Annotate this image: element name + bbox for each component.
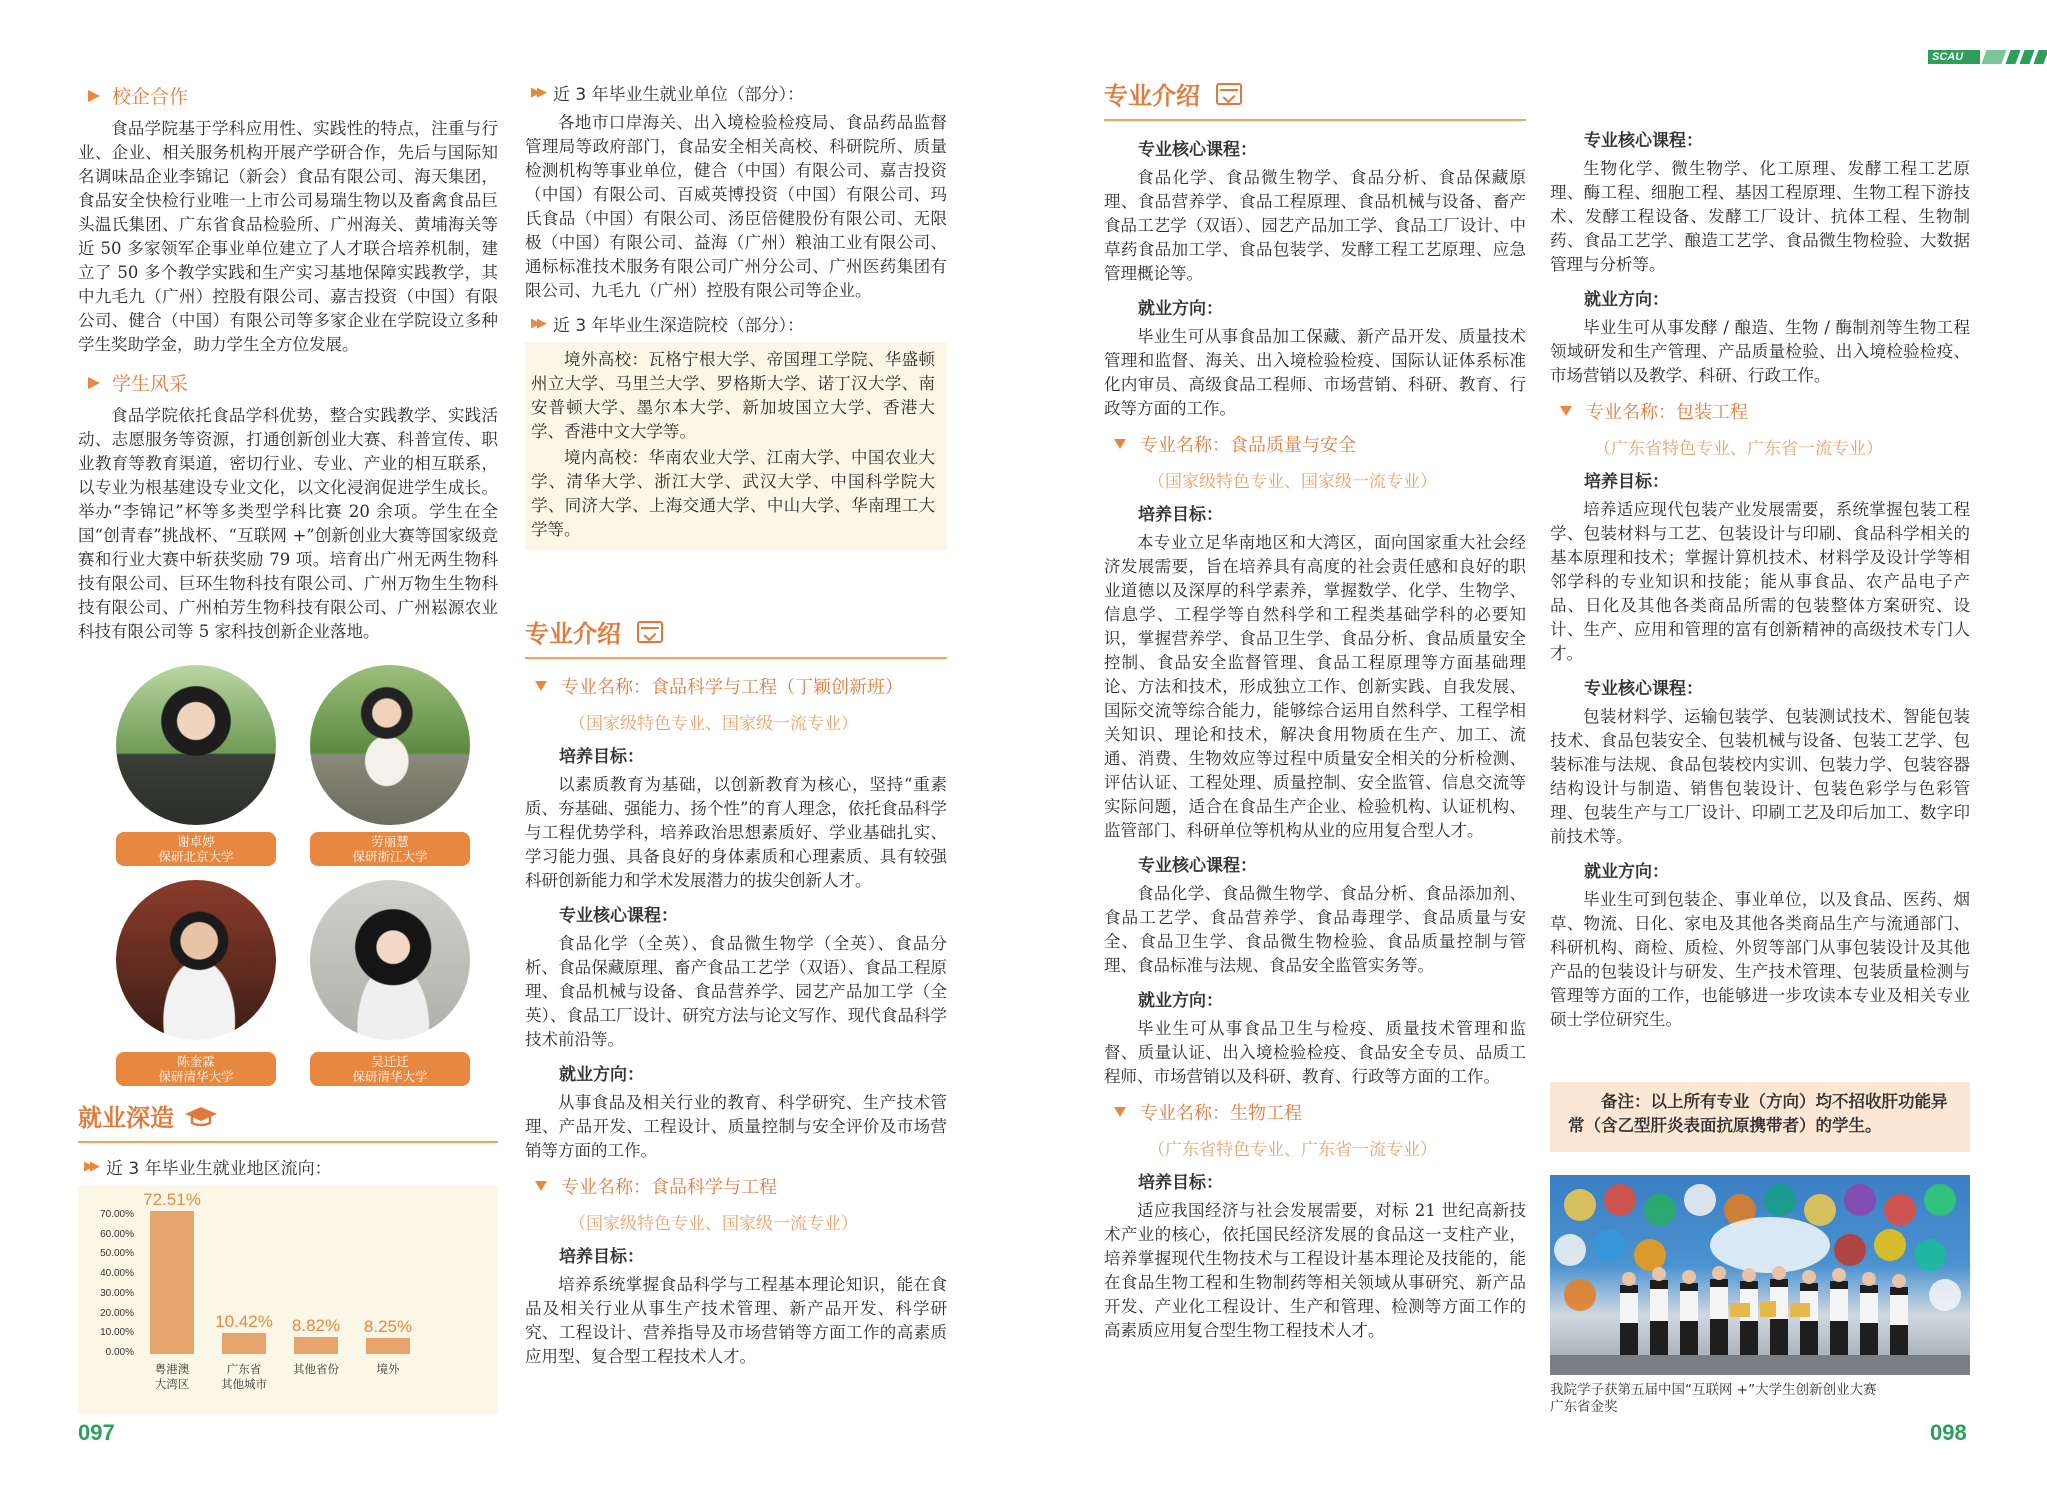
bar — [294, 1337, 338, 1354]
units-text: 各地市口岸海关、出入境检验检疫局、食品药品监督管理局等政府部门，食品安全相关高校、科研院所、质量检测机构等事业单位，健合（中国）有限公司、嘉吉投资（中国）有限公司、百威英博投资（中国）有限公司、玛氏食品（中国）有限公司、汤臣倍健股份有限公司、无限极（中国）有限公司、益海（广州）粮油工业有限公司、通标标准技术服务有限公司广州分公司、广州医药集团有限公司、九毛九（广州）控股有限公司等企业。 — [525, 113, 947, 300]
employ-chart-box — [78, 1150, 498, 1414]
x-category-line: 大湾区 — [154, 1377, 190, 1391]
student-name: 吴迁迁 — [371, 1054, 409, 1069]
brand-stripe — [2005, 50, 2020, 64]
schools-domestic: 境内高校：华南农业大学、江南大学、中国农业大学、清华大学、浙江大学、武汉大学、中国科学院大学、同济大学、上海交通大学、中山大学、华南理工大学等。 — [531, 448, 935, 539]
award-caption — [1550, 1382, 1970, 1416]
bar-value-label: 72.51% — [143, 1189, 201, 1209]
page-number-left: 097 — [78, 1420, 115, 1445]
note-box — [1550, 1082, 1970, 1152]
x-category-line: 其他城市 — [221, 1377, 267, 1391]
sub-heading: 就业方向： — [1584, 862, 1669, 882]
bar — [150, 1211, 194, 1354]
major-jobs: 从事食品及相关行业的教育、科学研究、生产技术管理、产品开发、工程设计、质量控制与安全评价及市场营销等方面的工作。 — [525, 1093, 947, 1160]
y-tick-label: 0.00% — [105, 1347, 134, 1358]
bar — [366, 1338, 410, 1354]
y-tick-label: 30.00% — [100, 1287, 134, 1299]
student-dest: 保研清华大学 — [158, 1069, 234, 1084]
schools-abroad: 境外高校：瓦格宁根大学、帝国理工学院、华盛顿州立大学、马里兰大学、罗格斯大学、诺丁汉大学、南安普顿大学、墨尔本大学、新加坡国立大学、香港大学、香港中文大学等。 — [531, 350, 935, 441]
x-category-line: 境外 — [376, 1362, 400, 1376]
style-text: 食品学院依托食品学科优势，整合实践教学、实践活动、志愿服务等资源，打通创新创业大赛、科普宣传、职业教育等教育渠道，密切行业、专业、产业的相互联系，以专业为根基建设专业文化，以文化浸润促进学生成长。举办“李锦记”杯等多类型学科比赛 20 余项。学生在全国“创青春”挑战杯、“互联网 +”创新创业大赛等国家级竞赛和行业大赛中斩获奖励 79 项。培育出广州无两生物科技有限公司、巨环生物科技有限公司、广州万物生生物科技有限公司、广州柏芳生物科技有限公司、广州崧源农业科技有限公司等 5 家科技创新企业落地。 — [78, 406, 498, 641]
window-check-icon — [637, 621, 663, 643]
major-jobs: 毕业生可到包装企、事业单位，以及食品、医药、烟草、物流、日化、家电及其他各类商品生产与流通部门、科研机构、商检、质检、外贸等部门从事包装设计及其他产品的包装设计与研发、生产技术管理、包装质量检测与管理等方面的工作，也能够进一步攻读本专业及相关专业硕士学位研究生。 — [1550, 890, 1970, 1029]
y-tick-label: 40.00% — [100, 1268, 134, 1280]
intro-heading-left — [525, 614, 947, 659]
brand-tag — [1928, 50, 1980, 64]
major-goal: 培养适应现代包装产业发展需要，系统掌握包装工程学、包装材料与工艺、包装设计与印刷、食品科学相关的基本原理和技术；掌握计算机技术、材料学及设计学等相邻学科的专业知识和技能；能从事食品、农产品电子产品、日化及其他各类商品所需的包装整体方案研究、设计、生产、应用和管理的富有创新精神的高级技术专门人才。 — [1550, 500, 1970, 663]
down-triangle-icon — [1114, 1107, 1126, 1117]
x-category-label — [204, 1362, 284, 1392]
student-caption — [310, 832, 470, 866]
schools-head-text: 近 3 年毕业生深造院校（部分）： — [553, 316, 805, 336]
x-category-label — [276, 1362, 356, 1377]
down-triangle-icon — [535, 1181, 547, 1191]
left-column-1 — [78, 76, 498, 644]
bar-value-label: 8.82% — [291, 1315, 341, 1335]
triangle-icon — [88, 90, 100, 102]
sub-heading: 就业方向： — [1138, 991, 1223, 1011]
units-head-text: 近 3 年毕业生就业单位（部分）： — [553, 85, 805, 105]
sub-heading: 培养目标： — [1138, 1173, 1223, 1193]
intro-title: 专业介绍 — [525, 620, 621, 648]
major-goal: 以素质教育为基础，以创新教育为核心，坚持“重素质、夯基础、强能力、扬个性”的育人理念，依托食品科学与工程优势学科，培养政治思想素质好、学业基础扎实、学习能力强、具备良好的身体素质和心理素质、具有较强科研创新能力和学术发展潜力的拔尖创新人才。 — [525, 775, 947, 890]
down-triangle-icon — [1560, 406, 1572, 416]
units-heading — [531, 80, 947, 105]
student-name: 陈奎霖 — [177, 1054, 215, 1069]
x-category-line: 粤港澳 — [154, 1362, 190, 1376]
x-category-line: 广东省 — [226, 1362, 262, 1376]
right-column-1 — [1104, 76, 1526, 1343]
note-text: 备注：以上所有专业（方向）均不招收肝功能异常（含乙型肝炎表面抗原携带者）的学生。 — [1568, 1092, 1948, 1135]
student-photo — [116, 665, 276, 825]
major-jobs: 毕业生可从事食品加工保藏、新产品开发、质量技术管理和监督、海关、出入境检验检疫、国际认证体系标准化内审员、高级食品工程师、市场营销、科研、教育、行政等方面的工作。 — [1104, 327, 1526, 418]
left-column-2 — [525, 76, 947, 1369]
award-photo-scene — [1550, 1175, 1970, 1375]
y-tick-label: 70.00% — [100, 1208, 134, 1220]
major-name: 专业名称：食品质量与安全 — [1140, 435, 1356, 456]
sub-heading: 培养目标： — [1584, 472, 1669, 492]
major-courses: 包装材料学、运输包装学、包装测试技术、智能包装技术、食品包装安全、包装机械与设备、包装工艺学、包装标准与法规、食品包装校内实训、包装力学、包装容器结构设计与制造、销售包装设计、包装色彩学与色彩管理、包装生产与工厂设计、印刷工艺及印后加工、数字印前技术等。 — [1550, 707, 1970, 846]
major-grade: （国家级特色专业、国家级一流专业） — [569, 714, 858, 734]
employ-heading — [78, 1098, 498, 1143]
sub-heading: 专业核心课程： — [559, 906, 678, 926]
coop-text: 食品学院基于学科应用性、实践性的特点，注重与行业、企业、相关服务机构开展产学研合作，先后与国际知名调味品企业李锦记（新会）食品有限公司、海天集团，食品安全快检行业唯一上市公司易瑞生物以及畜禽食品巨头温氏集团、广东省食品检验所、广州海关、黄埔海关等近 50 多家领军企事业单位建立了人才联合培养机制，建立了 50 多个教学实践和生产实习基地保障实践教学，其中九毛九（广州）控股有限公司、嘉吉投资（中国）有限公司、健合（中国）有限公司等多家企业在学院设立多种学生奖助学金，助力学生全方位发展。 — [78, 119, 498, 354]
major-heading — [1114, 431, 1526, 457]
sub-heading: 专业核心课程： — [1138, 856, 1257, 876]
award-caption-line: 广东省金奖 — [1550, 1399, 1618, 1415]
right-column-2 — [1550, 112, 1970, 1032]
brand-stripe — [2033, 50, 2047, 64]
double-arrow-icon: ▶▶ — [84, 1159, 96, 1174]
student-photo — [310, 880, 470, 1040]
student-caption — [116, 832, 276, 866]
chart-head-text: 近 3 年毕业生就业地区流向： — [106, 1159, 332, 1179]
major-heading — [1114, 1099, 1526, 1125]
style-title: 学生风采 — [112, 373, 189, 395]
y-tick-label: 10.00% — [100, 1327, 134, 1339]
major-courses: 食品化学、食品微生物学、食品分析、食品保藏原理、食品营养学、食品工程原理、食品机械与设备、畜产食品工艺学（双语）、园艺产品加工学、食品工厂设计、中草药食品加工学、食品包装学、发酵工程工艺原理、应急管理概论等。 — [1104, 168, 1526, 283]
major-courses: 食品化学（全英）、食品微生物学（全英）、食品分析、食品保藏原理、畜产食品工艺学（双语）、食品工程原理、食品机械与设备、食品营养学、园艺产品加工学（全英）、食品工厂设计、研究方法与论文写作、现代食品科学技术前沿等。 — [525, 934, 947, 1049]
down-triangle-icon — [535, 681, 547, 691]
x-category-label — [132, 1362, 212, 1392]
student-dest: 保研清华大学 — [352, 1069, 428, 1084]
brand-stripe — [1981, 50, 2006, 64]
major-name: 专业名称：生物工程 — [1140, 1103, 1302, 1124]
sub-heading: 培养目标： — [1138, 505, 1223, 525]
major-goal: 适应我国经济与社会发展需要，对标 21 世纪高新技术产业的核心，依托国民经济发展的食品这一支柱产业，培养掌握现代生物技术与工程设计基本理论及技能的，能在食品生物工程和生物制药等相关领域从事研究、新产品开发、产业化工程设计、生产和管理、检测等方面工作的高素质应用复合型生物工程技术人才。 — [1104, 1201, 1526, 1340]
student-caption — [116, 1052, 276, 1086]
sub-heading: 专业核心课程： — [1138, 140, 1257, 160]
major-name: 专业名称：包装工程 — [1586, 402, 1748, 423]
sub-heading: 专业核心课程： — [1584, 679, 1703, 699]
student-name: 谢卓婷 — [177, 834, 215, 849]
page-number-right: 098 — [1930, 1420, 1967, 1445]
major-heading — [535, 1173, 947, 1199]
graduation-cap-icon — [184, 1105, 218, 1127]
bar-chart — [78, 1186, 498, 1414]
window-check-icon — [1216, 83, 1242, 105]
student-dest: 保研北京大学 — [158, 849, 234, 864]
brand-bar — [1928, 50, 2047, 64]
down-triangle-icon — [1114, 439, 1126, 449]
student-caption — [310, 1052, 470, 1086]
student-dest: 保研浙江大学 — [352, 849, 428, 864]
sub-heading: 就业方向： — [1138, 299, 1223, 319]
major-grade: （广东省特色专业、广东省一流专业） — [1594, 439, 1883, 459]
schools-box — [525, 342, 947, 550]
intro-heading-right — [1104, 76, 1526, 121]
major-name: 专业名称：食品科学与工程 — [561, 1177, 777, 1198]
major-goal: 本专业立足华南地区和大湾区，面向国家重大社会经济发展需要，旨在培养具有高度的社会责任感和良好的职业道德以及深厚的科学素养，掌握数学、化学、生物学、信息学、工程学等自然科学和工程类基础学科的必要知识，掌握营养学、食品卫生学、食品分析、食品质量安全控制、食品安全监督管理、食品工程原理等方面基础理论、方法和技术，形成独立工作、创新实践、自我发展、国际交流等综合能力，能够综合运用自然科学、工程学相关知识、理论和技术，解决食用物质在生产、加工、流通、消费、生物效应等过程中质量安全相关的分析检测、评估认证、工程处理、质量控制、安全监管、信息交流等实际问题，适合在食品生产企业、检验机构、认证机构、监管部门、科研单位等机构从业的应用复合型人才。 — [1104, 533, 1526, 840]
major-name: 专业名称：食品科学与工程（丁颖创新班） — [561, 677, 903, 698]
intro-title: 专业介绍 — [1104, 82, 1200, 110]
sub-heading: 专业核心课程： — [1584, 131, 1703, 151]
bar-value-label: 10.42% — [215, 1312, 273, 1332]
major-courses: 生物化学、微生物学、化工原理、发酵工程工艺原理、酶工程、细胞工程、基因工程原理、生物工程下游技术、发酵工程设备、发酵工厂设计、抗体工程、生物制药、食品工艺学、酿造工艺学、食品微生物检验、大数据管理与分析等。 — [1550, 159, 1970, 274]
double-arrow-icon: ▶▶ — [531, 85, 543, 100]
major-jobs: 毕业生可从事发酵 / 酿造、生物 / 酶制剂等生物工程领域研发和生产管理、产品质量检验、出入境检验检疫、市场营销以及教学、科研、行政工作。 — [1550, 318, 1970, 385]
major-grade: （广东省特色专业、广东省一流专业） — [1148, 1140, 1437, 1160]
chart-heading — [84, 1154, 498, 1179]
bar — [222, 1333, 266, 1354]
schools-heading — [531, 311, 947, 336]
sub-heading: 就业方向： — [559, 1065, 644, 1085]
award-photo — [1550, 1175, 1970, 1375]
x-category-line: 其他省份 — [293, 1362, 339, 1376]
award-caption-line: 我院学子获第五届中国“互联网 +”大学生创新创业大赛 — [1550, 1382, 1877, 1398]
major-grade: （国家级特色专业、国家级一流专业） — [1148, 472, 1437, 492]
major-heading — [535, 673, 947, 699]
x-category-label — [348, 1362, 428, 1377]
bar-value-label: 8.25% — [363, 1316, 413, 1336]
coop-heading — [88, 82, 498, 109]
sub-heading: 培养目标： — [559, 747, 644, 767]
brand-stripe — [2019, 50, 2034, 64]
major-grade: （国家级特色专业、国家级一流专业） — [569, 1214, 858, 1234]
style-heading — [88, 369, 498, 396]
major-goal: 培养系统掌握食品科学与工程基本理论知识，能在食品及相关行业从事生产技术管理、新产品开发、科学研究、工程设计、营养指导及市场营销等方面工作的高素质应用型、复合型工程技术人才。 — [525, 1275, 947, 1366]
double-arrow-icon: ▶▶ — [531, 316, 543, 331]
student-name: 劳丽慧 — [371, 834, 409, 849]
triangle-icon — [88, 377, 100, 389]
major-courses: 食品化学、食品微生物学、食品分析、食品添加剂、食品工艺学、食品营养学、食品毒理学、食品质量与安全、食品卫生学、食品微生物检验、食品质量控制与管理、食品标准与法规、食品安全监管实务等。 — [1104, 884, 1526, 975]
y-tick-label: 60.00% — [100, 1228, 134, 1240]
sub-heading: 培养目标： — [559, 1247, 644, 1267]
sub-heading: 就业方向： — [1584, 290, 1669, 310]
major-heading — [1560, 398, 1970, 424]
coop-title: 校企合作 — [112, 86, 189, 108]
major-jobs: 毕业生可从事食品卫生与检疫、质量技术管理和监督、质量认证、出入境检验检疫、食品安全专员、品质工程师、市场营销以及科研、教育、行政等方面的工作。 — [1104, 1019, 1526, 1086]
student-photo — [116, 880, 276, 1040]
brand-tag-text: SCAU — [1932, 51, 1964, 63]
y-tick-label: 20.00% — [100, 1307, 134, 1319]
student-photo — [310, 665, 470, 825]
employ-title: 就业深造 — [78, 1104, 174, 1132]
y-tick-label: 50.00% — [100, 1248, 134, 1260]
